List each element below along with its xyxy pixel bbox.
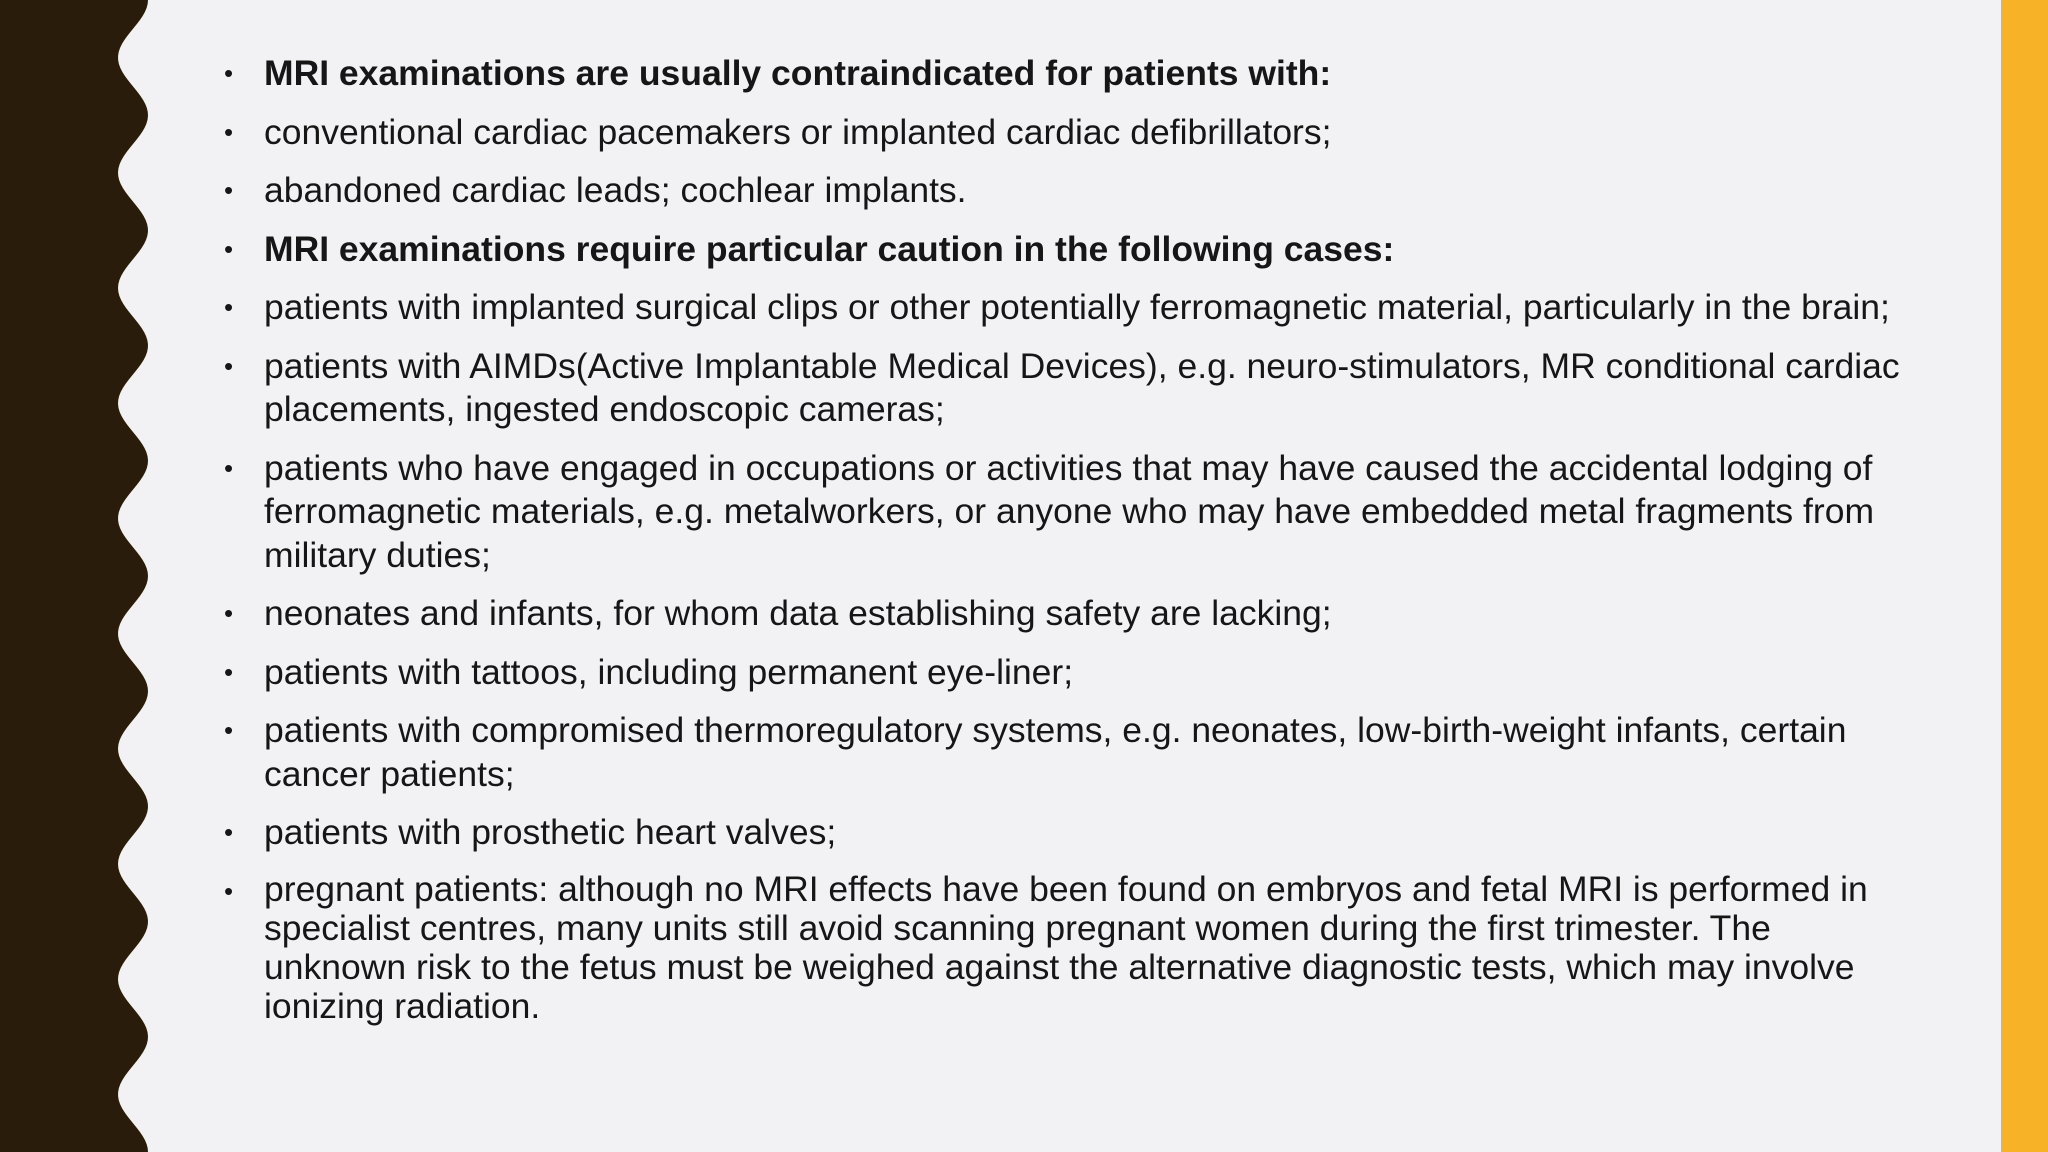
wave-shape bbox=[0, 0, 148, 1152]
accent-bar bbox=[2001, 0, 2048, 1152]
bullet-text: MRI examinations require particular caution in the following cases: bbox=[264, 228, 1395, 269]
wavy-border-decoration bbox=[0, 0, 160, 1152]
bullet-icon: • bbox=[224, 715, 234, 745]
bullet-list bbox=[222, 52, 1912, 1026]
bullet-text: patients who have engaged in occupations or activities that may have caused the accidental lodging of ferromagnetic materials, e.g. metalworkers, or anyone who may have embedded metal fragments from military duties; bbox=[264, 447, 1875, 575]
bullet-item-8 bbox=[222, 651, 1912, 695]
bullet-text: patients with prosthetic heart valves; bbox=[264, 812, 837, 852]
bullet-item-3 bbox=[222, 228, 1912, 272]
slide-content bbox=[222, 52, 1912, 1041]
bullet-text: abandoned cardiac leads; cochlear implants. bbox=[264, 170, 967, 210]
bullet-icon: • bbox=[224, 656, 234, 687]
bullet-item-11 bbox=[222, 870, 1912, 1026]
bullet-text: MRI examinations are usually contraindicated for patients with: bbox=[264, 53, 1332, 93]
bullet-icon: • bbox=[224, 292, 234, 322]
bullet-icon: • bbox=[224, 233, 234, 264]
bullet-item-0 bbox=[222, 52, 1912, 96]
bullet-item-10 bbox=[222, 811, 1912, 855]
bullet-icon: • bbox=[224, 452, 234, 483]
bullet-text: patients with implanted surgical clips or other potentially ferromagnetic material, particularly in the brain; bbox=[264, 287, 1890, 327]
bullet-icon: • bbox=[224, 116, 234, 147]
bullet-icon: • bbox=[224, 175, 234, 205]
bullet-icon: • bbox=[224, 598, 234, 628]
bullet-item-4 bbox=[222, 286, 1912, 330]
bullet-icon: • bbox=[224, 58, 234, 88]
bullet-text: neonates and infants, for whom data establishing safety are lacking; bbox=[264, 593, 1332, 633]
bullet-item-6 bbox=[222, 447, 1912, 578]
bullet-item-5 bbox=[222, 345, 1912, 432]
bullet-text: conventional cardiac pacemakers or implanted cardiac defibrillators; bbox=[264, 111, 1332, 152]
bullet-icon: • bbox=[224, 817, 234, 847]
bullet-icon: • bbox=[224, 875, 234, 906]
bullet-text: patients with AIMDs(Active Implantable Medical Devices), e.g. neuro-stimulators, MR conditional cardiac placements, ingested endoscopic cameras; bbox=[264, 345, 1900, 429]
bullet-item-7 bbox=[222, 592, 1912, 636]
bullet-icon: • bbox=[224, 350, 234, 381]
bullet-item-1 bbox=[222, 111, 1912, 155]
bullet-text: pregnant patients: although no MRI effects have been found on embryos and fetal MRI is performed in specialist centres, many units still avoid scanning pregnant women during the first trimester. The unknown risk to the fetus must be weighed against the alternative diagnostic tests, which may involve ionizing radiation. bbox=[264, 868, 1868, 1026]
bullet-text: patients with compromised thermoregulatory systems, e.g. neonates, low-birth-weight infants, certain cancer patients; bbox=[264, 710, 1847, 794]
bullet-item-9 bbox=[222, 709, 1912, 796]
bullet-text: patients with tattoos, including permanent eye-liner; bbox=[264, 651, 1074, 692]
bullet-item-2 bbox=[222, 169, 1912, 213]
